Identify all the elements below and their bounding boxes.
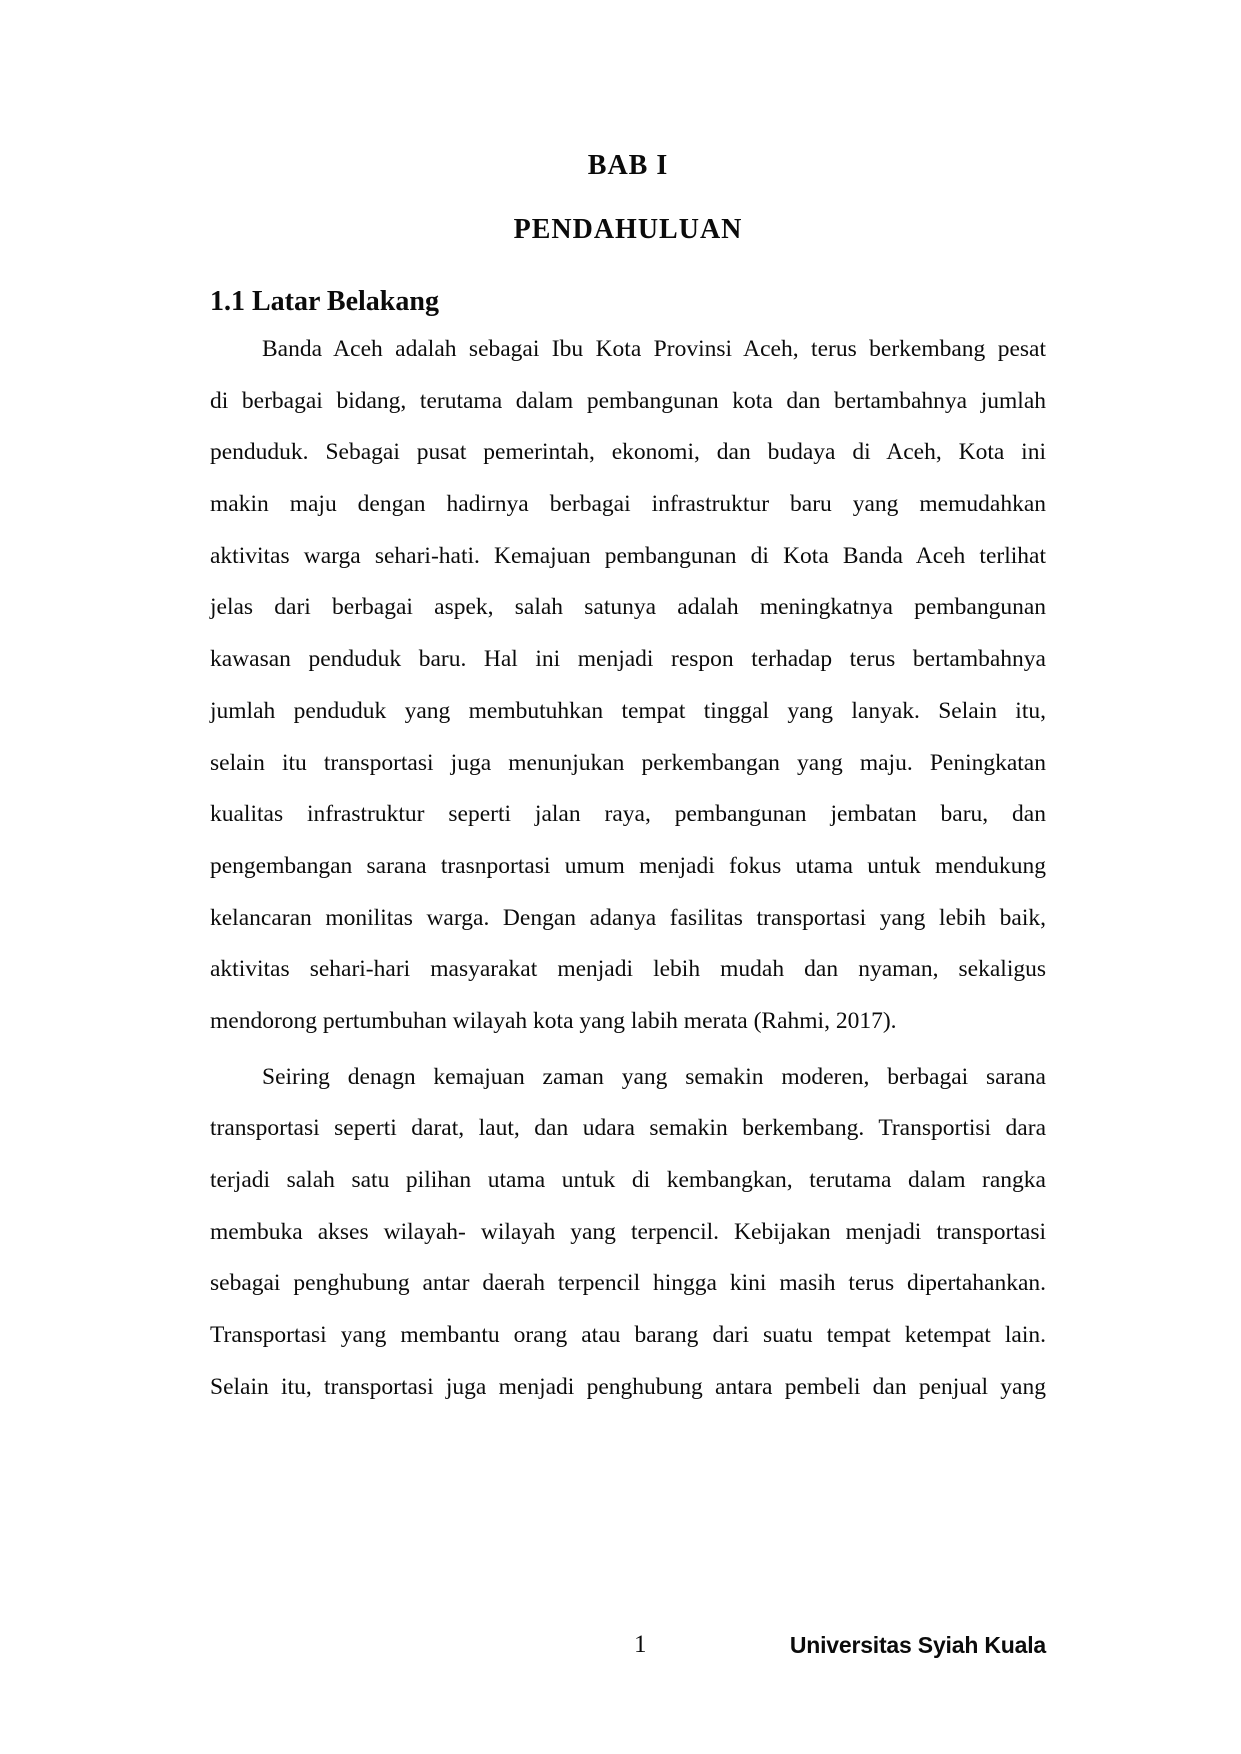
paragraph-line: aktivitas warga sehari-hati. Kemajuan pembangunan di Kota Banda Aceh terlihat [210,542,1046,569]
page-body [210,0,1046,1413]
page-number: 1 [634,1631,647,1658]
paragraph-line: terjadi salah satu pilihan utama untuk di kembangkan, terutama dalam rangka [210,1167,1046,1193]
paragraph-line: jumlah penduduk yang membutuhkan tempat tinggal yang lanyak. Selain itu, [210,697,1046,724]
paragraph-line: sebagai penghubung antar daerah terpencil hingga kini masih terus dipertahankan. [210,1270,1046,1297]
paragraph-line: pengembangan sarana trasnportasi umum menjadi fokus utama untuk mendukung [210,852,1046,879]
paragraph-line: aktivitas sehari-hari masyarakat menjadi lebih mudah dan nyaman, sekaligus [210,956,1046,983]
paragraph-2 [210,1052,1046,1414]
paragraph-line: kualitas infrastruktur seperti jalan raya, pembangunan jembatan baru, dan [210,801,1046,828]
institution-name: Universitas Syiah Kuala [789,1632,1046,1658]
chapter-subtitle: PENDAHULUAN [513,214,743,245]
paragraph-line: selain itu transportasi juga menunjukan perkembangan yang maju. Peningkatan [210,749,1046,776]
paragraph-line: membuka akses wilayah- wilayah yang terpencil. Kebijakan menjadi transportasi [210,1218,1046,1245]
paragraph-line: mendorong pertumbuhan wilayah kota yang labih merata (Rahmi, 2017). [210,1007,897,1034]
paragraph-line: di berbagai bidang, terutama dalam pembangunan kota dan bertambahnya jumlah [210,387,1046,414]
paragraph-line: Selain itu, transportasi juga menjadi penghubung antara pembeli dan penjual yang [210,1373,1046,1400]
paragraph-line: jelas dari berbagai aspek, salah satunya adalah meningkatnya pembangunan [210,594,1046,621]
paragraph-line: Seiring denagn kemajuan zaman yang semakin moderen, berbagai sarana [262,1063,1046,1090]
chapter-title: BAB I [587,150,669,181]
paragraph-line: transportasi seperti darat, laut, dan udara semakin berkembang. Transportisi dara [210,1115,1046,1142]
paragraph-line: Transportasi yang membantu orang atau barang dari suatu tempat ketempat lain. [210,1322,1046,1349]
paragraph-line: kawasan penduduk baru. Hal ini menjadi respon terhadap terus bertambahnya [210,646,1046,673]
paragraph-line: penduduk. Sebagai pusat pemerintah, ekonomi, dan budaya di Aceh, Kota ini [210,439,1046,466]
section-heading: 1.1 Latar Belakang [210,286,439,317]
page-footer [210,1628,1046,1664]
paragraph-line: kelancaran monilitas warga. Dengan adanya fasilitas transportasi yang lebih baik, [210,904,1046,931]
paragraph-1 [210,324,1046,1048]
paragraph-line: Banda Aceh adalah sebagai Ibu Kota Provinsi Aceh, terus berkembang pesat [262,336,1046,362]
paragraph-line: makin maju dengan hadirnya berbagai infrastruktur baru yang memudahkan [210,491,1046,518]
